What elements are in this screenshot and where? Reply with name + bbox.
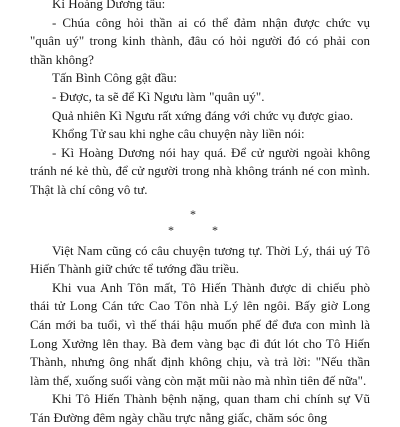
page-text bbox=[30, 0, 370, 427]
paragraph: - Được, ta sẽ để Kì Ngưu làm "quân uý". bbox=[52, 88, 265, 104]
paragraph: - Kì Hoàng Dương nói hay quá. Để cử người ngoài không tránh né kẻ thù, để cử người trong nhà không tránh né con mình. Thật là chí công vô tư. bbox=[30, 144, 370, 197]
paragraph: Việt Nam cũng có câu chuyện tương tự. Thời Lý, thái uý Tô Hiến Thành giữ chức tể tướng đầu triều. bbox=[30, 242, 370, 277]
paragraph: Quả nhiên Kì Ngưu rất xứng đáng với chức vụ được giao. bbox=[52, 107, 354, 123]
paragraph: Khi vua Anh Tôn mất, Tô Hiến Thành được di chiếu phò thái tử Long Cán tức Cao Tôn nhà Lý lên ngôi. Bấy giờ Long Cán mới ba tuổi, vì thế thái hậu muốn phế để đưa con mình là Long Xưởng lên thay. Bà đem vàng bạc đi đút lót cho Tô Hiến Thành, nhưng ông nhất định không chịu, và trả lời: "Nếu thần làm thế, xuống suối vàng còn mặt mũi nào mà nhìn tiên đế nữa". bbox=[30, 279, 370, 388]
section-separator bbox=[30, 204, 370, 236]
paragraph: Tấn Bình Công gật đầu: bbox=[52, 70, 177, 86]
separator-asterisk: * bbox=[190, 206, 196, 221]
paragraph: Khi Tô Hiến Thành bệnh nặng, quan tham chi chính sự Vũ Tán Đường đêm ngày chầu trực nằng giấc, chăm sóc ông bbox=[30, 391, 370, 425]
separator-asterisk: * bbox=[212, 222, 218, 237]
paragraph: Khổng Tử sau khi nghe câu chuyện này liền nói: bbox=[52, 126, 305, 142]
separator-asterisk: * bbox=[168, 222, 174, 237]
paragraph: - Chúa công hỏi thần ai có thể đảm nhận được chức vụ "quân uý" trong kinh thành, đâu có hỏi người đó có phải con thần không? bbox=[30, 14, 370, 67]
paragraph: Kì Hoàng Dương tâu: bbox=[52, 0, 166, 11]
